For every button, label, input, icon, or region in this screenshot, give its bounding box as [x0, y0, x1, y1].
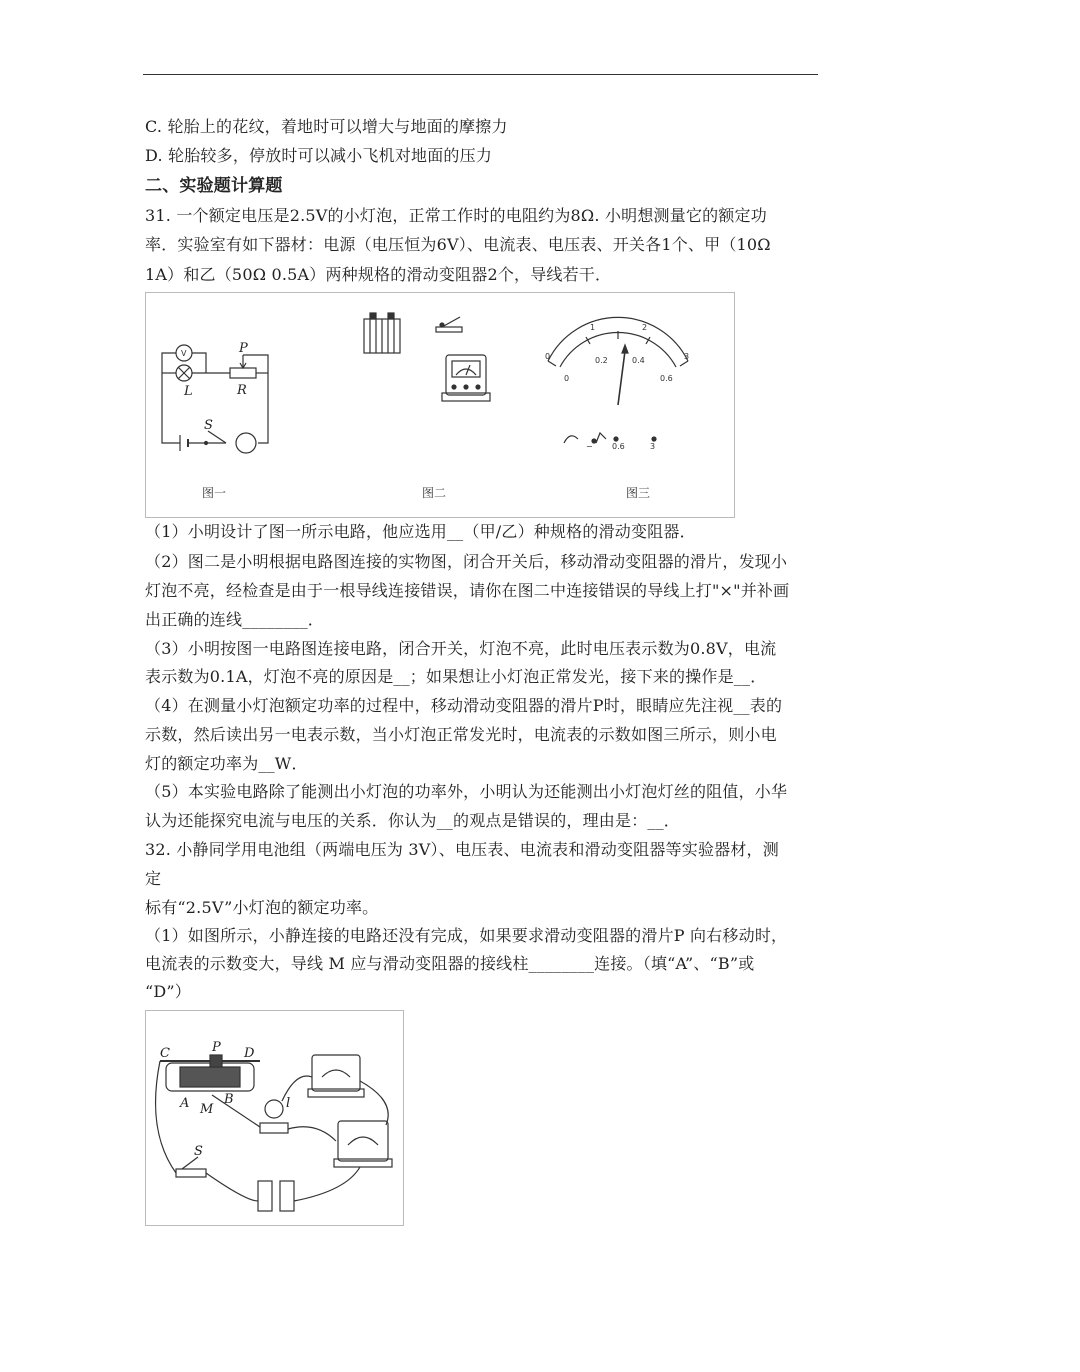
top-scale-2: 2 — [642, 323, 648, 332]
slider-label: P — [239, 341, 248, 356]
q31-part-4-line-3: 灯的额定功率为__W． — [145, 754, 308, 773]
figure-q32-drawing — [146, 1011, 403, 1225]
q32-part-1-line-3: “D”） — [145, 982, 191, 1001]
q31-part-3-line-2: 表示数为0.1A，灯泡不亮的原因是__；如果想让小灯泡正常发光，接下来的操作是__． — [145, 667, 767, 686]
caption-figure-2: 图二 — [422, 486, 447, 500]
top-scale-0: 0 — [545, 352, 551, 361]
meter-component — [442, 355, 490, 401]
q31-part-4-line-2: 示数，然后读出另一电表示数，当小灯泡正常发光时，电流表的示数如图三所示，则小电 — [145, 725, 777, 744]
label-c: C — [160, 1046, 170, 1061]
top-scale-1: 1 — [590, 323, 596, 332]
label-b: B — [224, 1092, 234, 1107]
label-s: S — [194, 1144, 203, 1159]
switch-component-2 — [176, 1157, 206, 1177]
label-m: M — [200, 1102, 214, 1117]
q31-line-3: 1A）和乙（50Ω 0.5A）两种规格的滑动变阻器2个，导线若干． — [145, 265, 612, 284]
terminal-0-6: 0.6 — [612, 442, 625, 451]
q32-part-1-line-2: 电流表的示数变大，导线 M 应与滑动变阻器的接线柱________连接。（填“A”、“B”或 — [145, 954, 755, 973]
caption-figure-3: 图三 — [626, 486, 651, 500]
q31-line-2: 率．实验室有如下器材：电源（电压恒为6V）、电流表、电压表、开关各1个、甲（10Ω — [145, 235, 771, 254]
figure-q31-drawing — [146, 293, 734, 517]
battery-component — [258, 1181, 294, 1211]
lamp-component — [260, 1100, 288, 1133]
lamp-label: L — [184, 384, 193, 399]
section-heading: 二、实验题计算题 — [145, 176, 283, 196]
bottom-scale-0-2: 0.2 — [595, 356, 608, 365]
bottom-scale-0: 0 — [564, 374, 570, 383]
voltmeter-component — [308, 1055, 364, 1097]
option-c: C. 轮胎上的花纹，着地时可以增大与地面的摩擦力 — [145, 117, 508, 136]
q31-part-3-line-1: （3）小明按图一电路图连接电路，闭合开关，灯泡不亮，此时电压表示数为0.8V，电流 — [145, 639, 777, 658]
option-d: D. 轮胎较多，停放时可以减小飞机对地面的压力 — [145, 146, 493, 165]
label-p: P — [212, 1040, 221, 1055]
rheostat-label: R — [237, 383, 247, 398]
caption-figure-1: 图一 — [202, 486, 227, 500]
terminal-3: 3 — [650, 442, 656, 451]
label-a: A — [180, 1096, 190, 1111]
header-rule — [143, 74, 818, 75]
q31-part-1: （1）小明设计了图一所示电路，他应选用__（甲/乙）种规格的滑动变阻器． — [145, 522, 696, 541]
q31-part-2-line-2: 灯泡不亮，经检查是由于一根导线连接错误，请你在图二中连接错误的导线上打"×"并补画 — [145, 581, 790, 600]
q31-part-4-line-1: （4）在测量小灯泡额定功率的过程中，移动滑动变阻器的滑片P时，眼睛应先注视__表的 — [145, 696, 783, 715]
q31-part-5-line-2: 认为还能探究电流与电压的关系．你认为__的观点是错误的，理由是：__． — [145, 811, 681, 830]
figure-q32 — [145, 1010, 404, 1226]
battery-pack — [364, 313, 400, 353]
q31-part-2-line-1: （2）图二是小明根据电路图连接的实物图，闭合开关后，移动滑动变阻器的滑片，发现小 — [145, 552, 788, 571]
switch-component — [436, 317, 462, 332]
circuit-diagram — [162, 345, 268, 453]
figure-q31 — [145, 292, 735, 518]
q31-part-5-line-1: （5）本实验电路除了能测出小灯泡的功率外，小明认为还能测出小灯泡灯丝的阻值，小华 — [145, 782, 788, 801]
q32-line-3: 标有“2.5V”小灯泡的额定功率。 — [145, 898, 379, 917]
q32-part-1-line-1: （1）如图所示，小静连接的电路还没有完成，如果要求滑动变阻器的滑片P 向右移动时， — [145, 926, 788, 945]
bottom-scale-0-6: 0.6 — [660, 374, 673, 383]
label-lamp: l — [286, 1096, 291, 1111]
switch-label: S — [204, 418, 213, 433]
ammeter-component — [334, 1121, 392, 1167]
voltmeter-label: V — [181, 349, 187, 358]
q32-line-1: 32. 小静同学用电池组（两端电压为 3V）、电压表、电流表和滑动变阻器等实验器材，测 — [145, 840, 779, 859]
terminal-minus: − — [586, 442, 593, 451]
q31-part-2-line-3: 出正确的连线________． — [145, 610, 325, 629]
q32-line-2: 定 — [145, 869, 162, 888]
bottom-scale-0-4: 0.4 — [632, 356, 645, 365]
top-scale-3: 3 — [684, 352, 690, 361]
q31-line-1: 31. 一个额定电压是2.5V的小灯泡，正常工作时的电阻约为8Ω. 小明想测量它的额定功 — [145, 206, 767, 225]
label-d: D — [244, 1046, 255, 1061]
